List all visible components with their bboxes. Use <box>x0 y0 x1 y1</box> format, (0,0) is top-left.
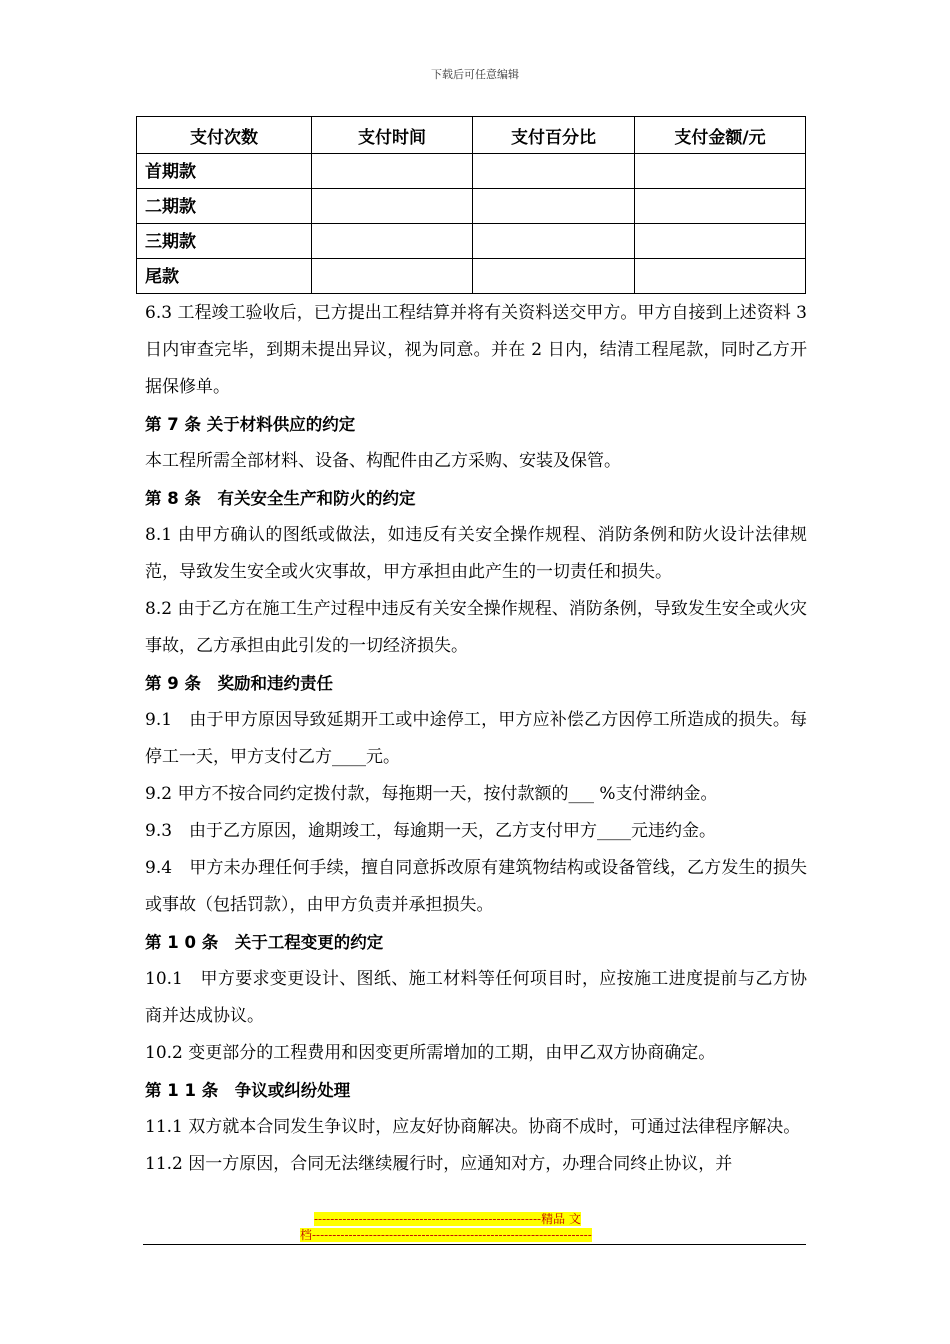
table-row <box>137 224 806 259</box>
table-cell: 尾款 <box>137 259 312 294</box>
table-cell <box>635 224 806 259</box>
table-cell <box>635 259 806 294</box>
article-7-heading: 第 7 条 关于材料供应的约定 <box>145 415 356 434</box>
clause-11-1: 11.1 双方就本合同发生争议时，应友好协商解决。协商不成时，可通过法律程序解决。 <box>145 1117 801 1137</box>
table-cell <box>635 154 806 189</box>
table-cell <box>312 189 473 224</box>
header-note: 下载后可任意编辑 <box>431 68 519 81</box>
column-header: 支付金额/元 <box>635 117 806 154</box>
clause-10-1: 10.1 甲方要求变更设计、图纸、施工材料等任何项目时，应按施工进度提前与乙方协商并达成协议。 <box>145 969 807 1026</box>
column-header: 支付次数 <box>137 117 312 154</box>
table-row <box>137 189 806 224</box>
table-header-row <box>137 117 806 154</box>
article-9-heading: 第 9 条 奖励和违约责任 <box>145 674 333 693</box>
table-cell: 二期款 <box>137 189 312 224</box>
clause-8-1: 8.1 由甲方确认的图纸或做法，如违反有关安全操作规程、消防条例和防火设计法律规范，导致发生安全或火灾事故，甲方承担由此产生的一切责任和损失。 <box>145 525 807 582</box>
table-cell <box>473 224 635 259</box>
table-cell <box>473 189 635 224</box>
article-8-heading: 第 8 条 有关安全生产和防火的约定 <box>145 489 416 508</box>
table-cell <box>473 154 635 189</box>
column-header: 支付百分比 <box>473 117 635 154</box>
clause-9-1: 9.1 由于甲方原因导致延期开工或中途停工，甲方应补偿乙方因停工所造成的损失。每停工一天，甲方支付乙方____元。 <box>145 710 807 767</box>
article-11-heading: 第 1 1 条 争议或纠纷处理 <box>145 1081 351 1100</box>
footer-watermark <box>300 1211 650 1243</box>
contract-body <box>145 295 807 1183</box>
clause-8-2: 8.2 由于乙方在施工生产过程中违反有关安全操作规程、消防条例，导致发生安全或火灾事故，乙方承担由此引发的一切经济损失。 <box>145 599 807 656</box>
footer-divider <box>143 1244 806 1245</box>
column-header: 支付时间 <box>312 117 473 154</box>
clause-10-2: 10.2 变更部分的工程费用和因变更所需增加的工期，由甲乙双方协商确定。 <box>145 1043 716 1063</box>
payment-schedule-table <box>136 116 806 294</box>
table-cell: 首期款 <box>137 154 312 189</box>
table-cell <box>635 189 806 224</box>
table-cell: 三期款 <box>137 224 312 259</box>
article-10-heading: 第 1 0 条 关于工程变更的约定 <box>145 933 384 952</box>
footer-line-2: 档--------------------------------------------------------------------- <box>300 1228 592 1242</box>
table-cell <box>473 259 635 294</box>
table-cell <box>312 259 473 294</box>
clause-6-3: 6.3 工程竣工验收后，已方提出工程结算并将有关资料送交甲方。甲方自接到上述资料 3 日内审查完毕，到期未提出异议，视为同意。并在 2 日内，结清工程尾款，同时乙方开据保修单。 <box>145 303 807 397</box>
footer-line-1: --------------------------------------------------------精品 文 <box>314 1212 581 1226</box>
clause-9-3: 9.3 由于乙方原因，逾期竣工，每逾期一天，乙方支付甲方____元违约金。 <box>145 821 717 841</box>
table-cell <box>312 154 473 189</box>
article-7-text: 本工程所需全部材料、设备、构配件由乙方采购、安装及保管。 <box>145 451 621 471</box>
table-cell <box>312 224 473 259</box>
table-row <box>137 154 806 189</box>
table-row <box>137 259 806 294</box>
clause-9-2: 9.2 甲方不按合同约定拨付款，每拖期一天，按付款额的___ %支付滞纳金。 <box>145 784 718 804</box>
clause-9-4: 9.4 甲方未办理任何手续，擅自同意拆改原有建筑物结构或设备管线，乙方发生的损失或事故（包括罚款），由甲方负责并承担损失。 <box>145 858 807 915</box>
clause-11-2: 11.2 因一方原因，合同无法继续履行时，应通知对方，办理合同终止协议，并 <box>145 1154 733 1174</box>
